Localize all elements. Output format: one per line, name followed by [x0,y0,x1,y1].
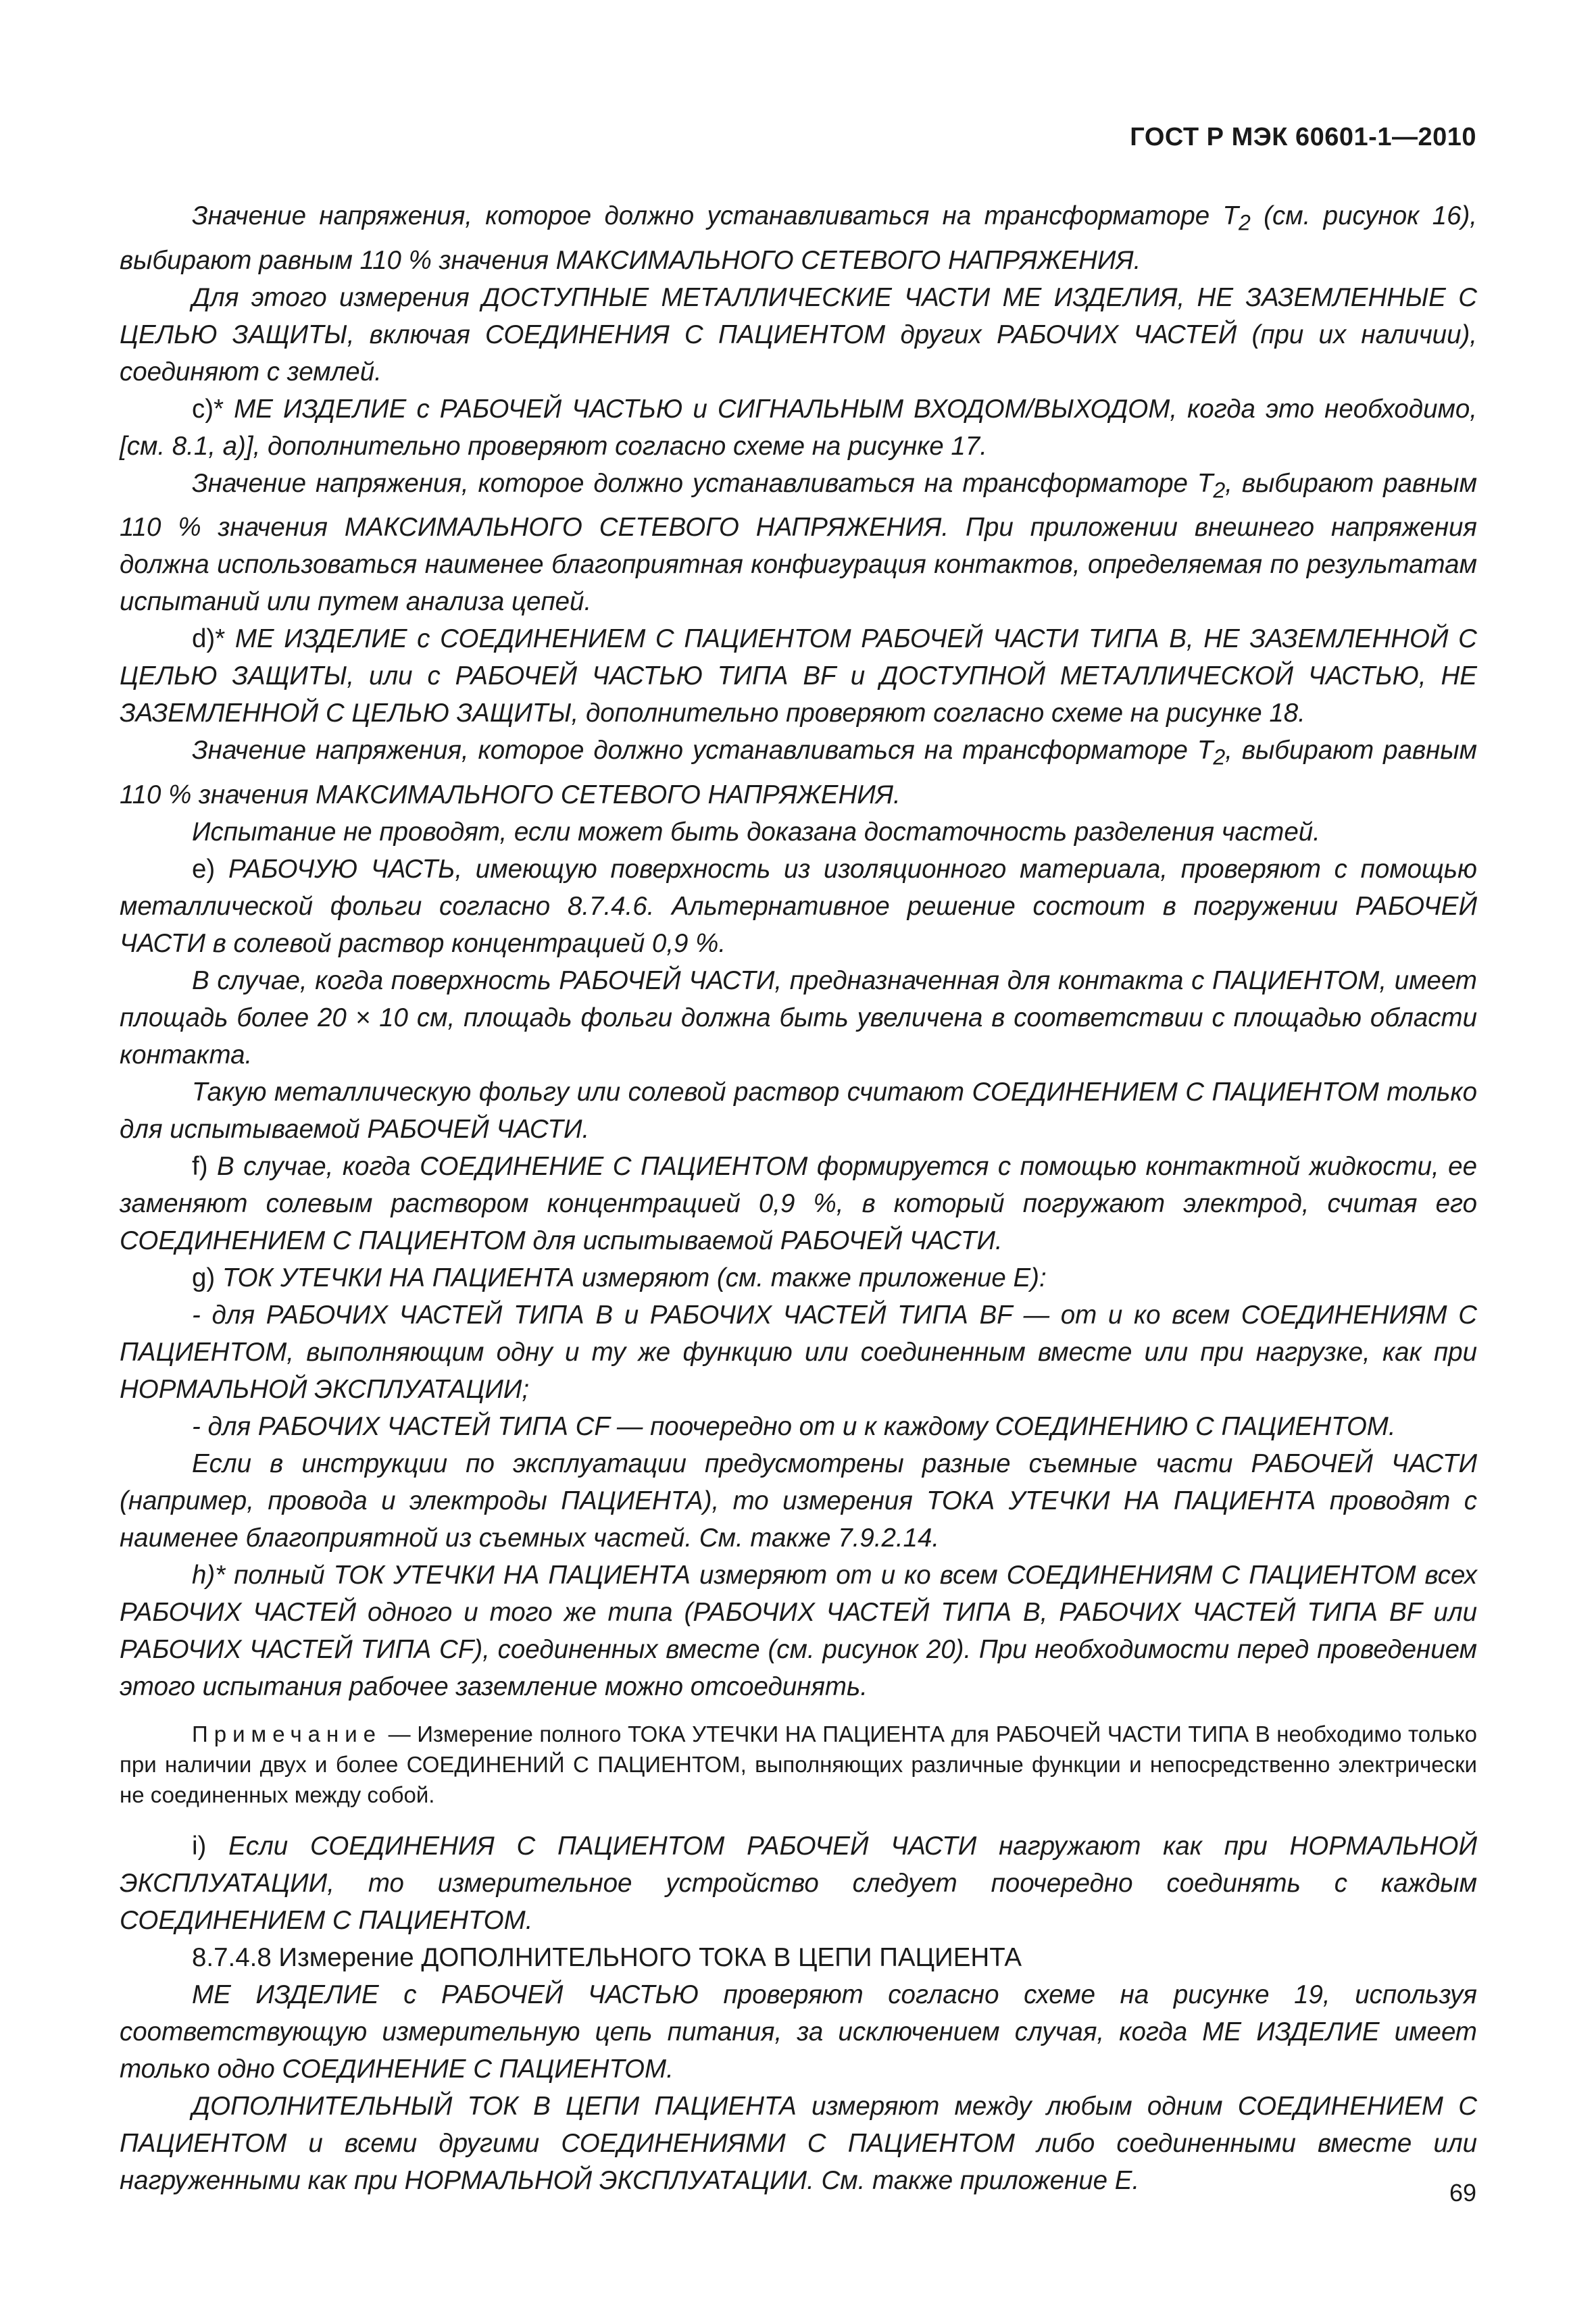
page-number: 69 [1449,2179,1476,2207]
paragraph: МЕ ИЗДЕЛИЕ с РАБОЧЕЙ ЧАСТЬЮ проверяют согласно схеме на рисунке 19, используя соответствующую измерительную цепь питания, за исключением случая, когда МЕ ИЗДЕЛИЕ имеет только одно СОЕДИНЕНИЕ С ПАЦИЕНТОМ. [120,1980,1477,2084]
list-item-c: c)* МЕ ИЗДЕЛИЕ с РАБОЧЕЙ ЧАСТЬЮ и СИГНАЛЬНЫМ ВХОДОМ/ВЫХОДОМ, когда это необходимо, [см. 8.1, а)], дополнительно проверяют согласно схеме на рисунке 17. [120,394,1477,461]
body-text [120,197,1477,2199]
list-item-d: d)* МЕ ИЗДЕЛИЕ с СОЕДИНЕНИЕМ С ПАЦИЕНТОМ РАБОЧЕЙ ЧАСТИ ТИПА В, НЕ ЗАЗЕМЛЕННОЙ С ЦЕЛЬЮ ЗАЩИТЫ, или с РАБОЧЕЙ ЧАСТЬЮ ТИПА BF и ДОСТУПНОЙ МЕТАЛЛИЧЕСКОЙ ЧАСТЬЮ, НЕ ЗАЗЕМЛЕННОЙ С ЦЕЛЬЮ ЗАЩИТЫ, дополнительно проверяют согласно схеме на рисунке 18. [120,624,1477,728]
list-item-g: g) ТОК УТЕЧКИ НА ПАЦИЕНТА измеряют (см. также приложение Е): [192,1263,1047,1293]
paragraph: - для РАБОЧИХ ЧАСТЕЙ ТИПА В и РАБОЧИХ ЧАСТЕЙ ТИПА BF — от и ко всем СОЕДИНЕНИЯМ С ПАЦИЕНТОМ, выполняющим одну и ту же функцию или соединенным вместе или при нагрузке, как при НОРМАЛЬНОЙ ЭКСПЛУАТАЦИИ; [120,1301,1477,1405]
section-heading: 8.7.4.8 Измерение ДОПОЛНИТЕЛЬНОГО ТОКА В ЦЕПИ ПАЦИЕНТА [192,1943,1022,1973]
paragraph: Такую металлическую фольгу или солевой раствор считают СОЕДИНЕНИЕМ С ПАЦИЕНТОМ только для испытываемой РАБОЧЕЙ ЧАСТИ. [120,1078,1477,1145]
paragraph: Значение напряжения, которое должно устанавливаться на трансформаторе $T_2$ (см. рисунок 16), выбирают равным 110 % значения МАКСИМАЛЬНОГО СЕТЕВОГО НАПРЯЖЕНИЯ. [120,201,1477,275]
note-label: Примечание [192,1721,382,1747]
paragraph: Если в инструкции по эксплуатации предусмотрены разные съемные части РАБОЧЕЙ ЧАСТИ (например, провода и электроды ПАЦИЕНТА), то измерения ТОКА УТЕЧКИ НА ПАЦИЕНТА проводят с наименее благоприятной из съемных частей. См. также 7.9.2.14. [120,1449,1477,1553]
list-item-h: h)* полный ТОК УТЕЧКИ НА ПАЦИЕНТА измеряют от и ко всем СОЕДИНЕНИЯМ С ПАЦИЕНТОМ всех РАБОЧИХ ЧАСТЕЙ одного и того же типа (РАБОЧИХ ЧАСТЕЙ ТИПА В, РАБОЧИХ ЧАСТЕЙ ТИПА BF или РАБОЧИХ ЧАСТЕЙ ТИПА CF), соединенных вместе (см. рисунок 20). При необходимости перед проведением этого испытания рабочее заземление можно отсоединять. [120,1561,1477,1702]
standard-header: ГОСТ Р МЭК 60601-1—2010 [1130,123,1476,151]
list-item-i: i) Если СОЕДИНЕНИЯ С ПАЦИЕНТОМ РАБОЧЕЙ ЧАСТИ нагружают как при НОРМАЛЬНОЙ ЭКСПЛУАТАЦИИ, то измерительное устройство следует поочередно соединять с каждым СОЕДИНЕНИЕМ С ПАЦИЕНТОМ. [120,1832,1477,1936]
paragraph: - для РАБОЧИХ ЧАСТЕЙ ТИПА CF — поочередно от и к каждому СОЕДИНЕНИЮ С ПАЦИЕНТОМ. [192,1412,1396,1442]
paragraph: В случае, когда поверхность РАБОЧЕЙ ЧАСТИ, предназначенная для контакта с ПАЦИЕНТОМ, имеет площадь более 20 × 10 см, площадь фольги должна быть увеличена в соответствии с площадью области контакта. [120,966,1477,1070]
paragraph: Для этого измерения ДОСТУПНЫЕ МЕТАЛЛИЧЕСКИЕ ЧАСТИ МЕ ИЗДЕЛИЯ, НЕ ЗАЗЕМЛЕННЫЕ С ЦЕЛЬЮ ЗАЩИТЫ, включая СОЕДИНЕНИЯ С ПАЦИЕНТОМ других РАБОЧИХ ЧАСТЕЙ (при их наличии), соединяют с землей. [120,282,1477,386]
paragraph: Испытание не проводят, если может быть доказана достаточность разделения частей. [192,818,1320,847]
list-item-e: e) РАБОЧУЮ ЧАСТЬ, имеющую поверхность из изоляционного материала, проверяют с помощью металлической фольги согласно 8.7.4.6. Альтернативное решение состоит в погружении РАБОЧЕЙ ЧАСТИ в солевой раствор концентрацией 0,9 %. [120,855,1478,959]
paragraph: Значение напряжения, которое должно устанавливаться на трансформаторе $T_2$, выбирают равным 110 % значения МАКСИМАЛЬНОГО СЕТЕВОГО НАПРЯЖЕНИЯ. При приложении внешнего напряжения должна использоваться наименее благоприятная конфигурация контактов, определяемая по результатам испытаний или путем анализа цепей. [120,468,1477,617]
paragraph: Значение напряжения, которое должно устанавливаться на трансформаторе $T_2$, выбирают равным 110 % значения МАКСИМАЛЬНОГО СЕТЕВОГО НАПРЯЖЕНИЯ. [120,736,1477,810]
paragraph: ДОПОЛНИТЕЛЬНЫЙ ТОК В ЦЕПИ ПАЦИЕНТА измеряют между любым одним СОЕДИНЕНИЕМ С ПАЦИЕНТОМ и всеми другими СОЕДИНЕНИЯМИ С ПАЦИЕНТОМ либо соединенными вместе или нагруженными как при НОРМАЛЬНОЙ ЭКСПЛУАТАЦИИ. См. также приложение Е. [120,2092,1477,2196]
list-item-f: f) В случае, когда СОЕДИНЕНИЕ С ПАЦИЕНТОМ формируется с помощью контактной жидкости, ее заменяют солевым раствором концентрацией 0,9 %, в который погружают электрод, считая его СОЕДИНЕНИЕМ С ПАЦИЕНТОМ для испытываемой РАБОЧЕЙ ЧАСТИ. [120,1152,1477,1256]
note: Примечание — Измерение полного ТОКА УТЕЧКИ НА ПАЦИЕНТА для РАБОЧЕЙ ЧАСТИ ТИПА В необходимо только при наличии двух и более СОЕДИНЕНИЙ С ПАЦИЕНТОМ, выполняющих различные функции и непосредственно электрически не соединенных между собой. [120,1721,1477,1808]
